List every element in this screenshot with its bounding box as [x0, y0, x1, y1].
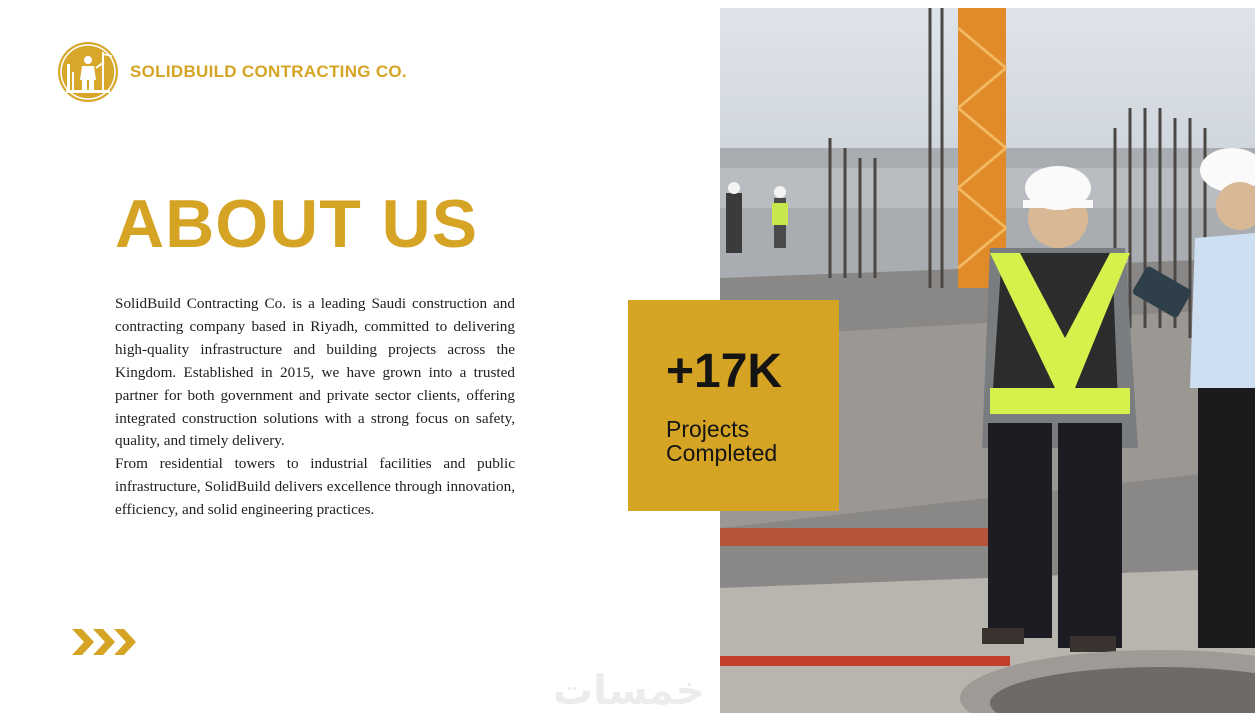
- construction-worker-logo-icon: [58, 42, 118, 102]
- stat-label: Projects Completed: [666, 416, 778, 466]
- page-title: ABOUT US: [115, 186, 479, 262]
- projects-stat-card: [628, 300, 839, 511]
- about-paragraph-1: SolidBuild Contracting Co. is a leading Saudi construction and contracting company based in Riyadh, committed to delivering high-quality infrastructure and building projects across the Kingdom. Established in 2015, we have grown into a trusted partner for both government and private sector clients, offering integrated construction solutions with a strong focus on safety, quality, and timely delivery.: [115, 295, 515, 450]
- triple-chevron-right-icon: [72, 628, 138, 661]
- stat-number: +17K: [666, 345, 783, 398]
- brand-header: [58, 42, 407, 102]
- brand-name: SOLIDBUILD CONTRACTING CO.: [130, 62, 407, 81]
- about-paragraph-2: From residential towers to industrial facilities and public infrastructure, SolidBuild delivers excellence through innovation, efficiency, and solid engineering practices.: [115, 455, 515, 519]
- about-text: [115, 293, 515, 522]
- watermark: خمسات: [553, 668, 705, 714]
